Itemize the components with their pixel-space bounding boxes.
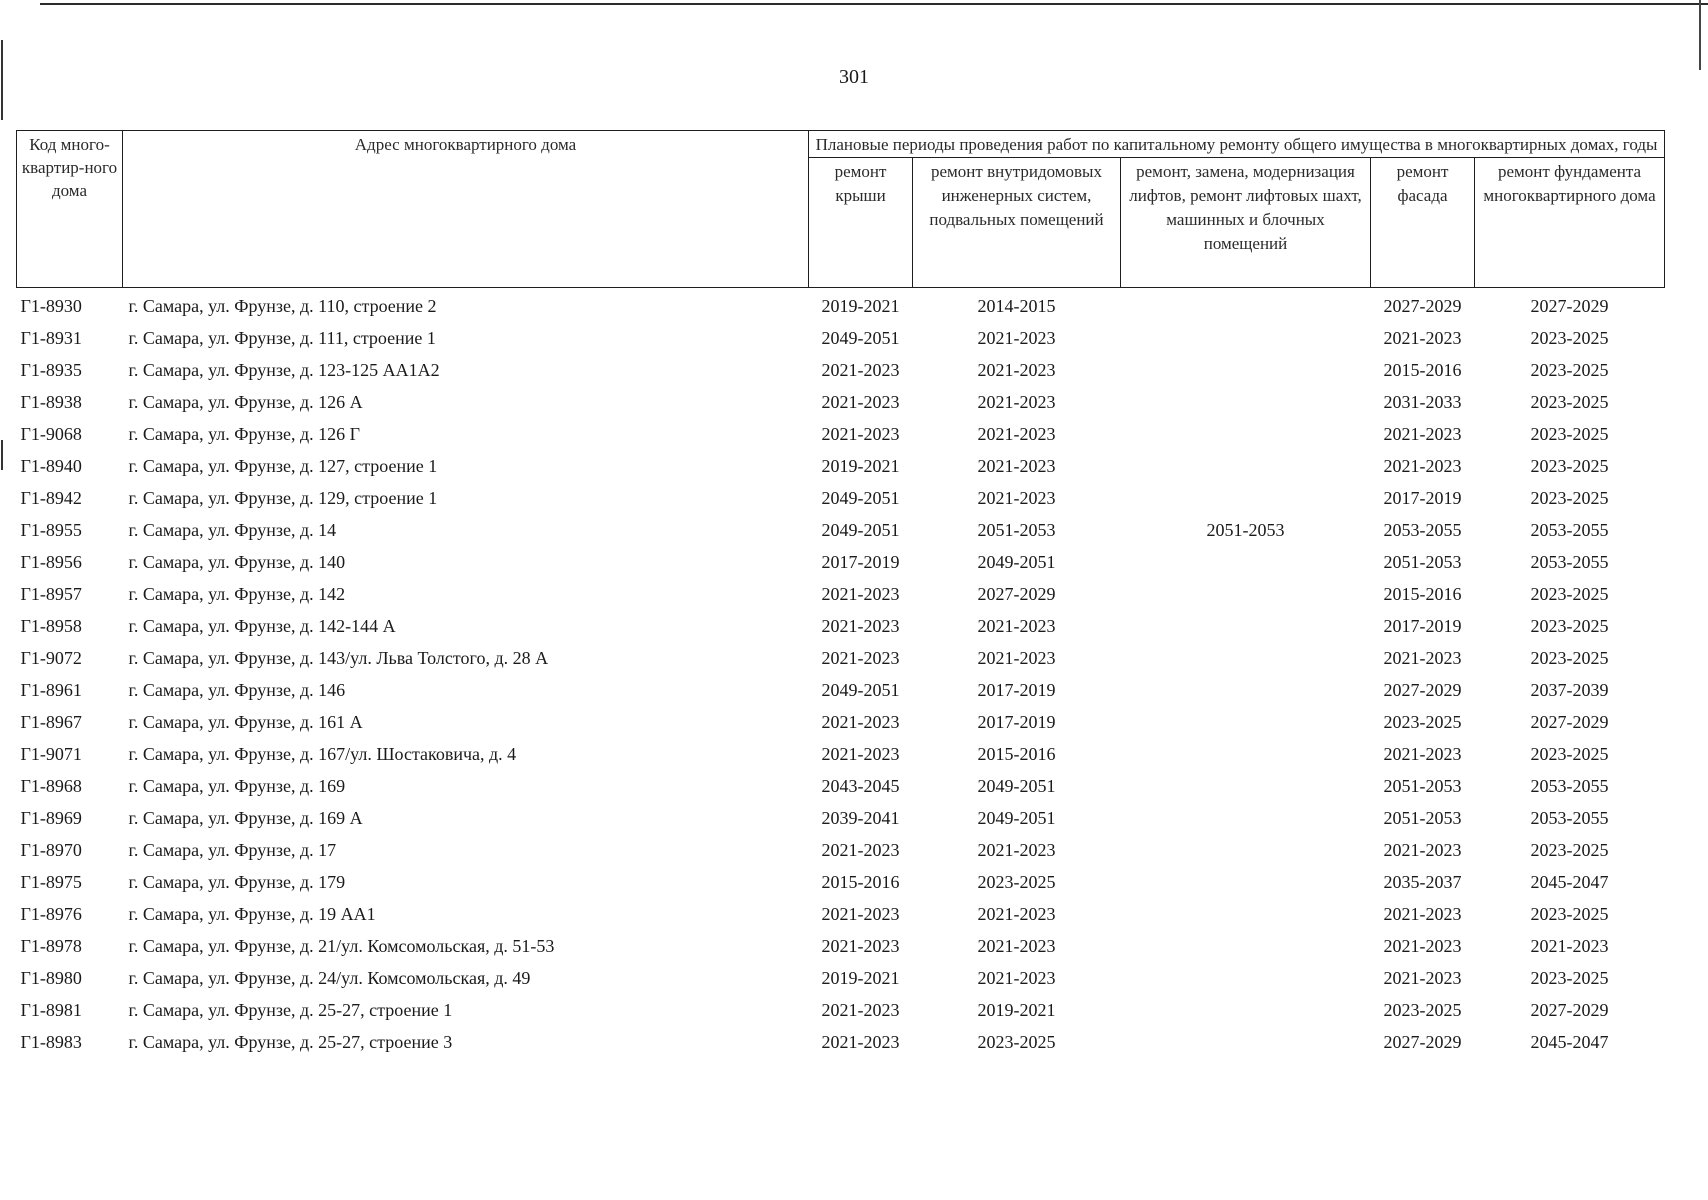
cell-address: г. Самара, ул. Фрунзе, д. 169 — [128, 776, 346, 796]
cell-facade-period: 2021-2023 — [1383, 648, 1462, 668]
cell-address: г. Самара, ул. Фрунзе, д. 127, строение 1 — [128, 456, 438, 476]
cell-lifts-period — [1121, 930, 1371, 962]
table-row — [17, 802, 1665, 834]
table-header — [17, 131, 1665, 288]
cell-address: г. Самара, ул. Фрунзе, д. 142 — [128, 584, 346, 604]
cell-facade-period: 2035-2037 — [1383, 872, 1462, 892]
cell-code: Г1-8961 — [20, 680, 82, 700]
header-planned-periods: Плановые периоды проведения работ по капитальному ремонту общего имущества в многоквартирных домах, годы — [809, 131, 1665, 158]
cell-lifts-period — [1121, 288, 1371, 323]
cell-foundation-period: 2053-2055 — [1530, 520, 1609, 540]
cell-foundation-period: 2021-2023 — [1530, 936, 1609, 956]
cell-systems-period: 2014-2015 — [977, 296, 1056, 316]
cell-facade-period: 2051-2053 — [1383, 552, 1462, 572]
cell-address: г. Самара, ул. Фрунзе, д. 24/ул. Комсомольская, д. 49 — [128, 968, 531, 988]
cell-foundation-period: 2027-2029 — [1530, 296, 1609, 316]
cell-systems-period: 2021-2023 — [977, 328, 1056, 348]
cell-foundation-period: 2045-2047 — [1530, 872, 1609, 892]
cell-facade-period: 2017-2019 — [1383, 488, 1462, 508]
cell-foundation-period: 2027-2029 — [1530, 1000, 1609, 1020]
table-row — [17, 642, 1665, 674]
cell-code: Г1-9072 — [20, 648, 82, 668]
cell-foundation-period: 2023-2025 — [1530, 744, 1609, 764]
cell-address: г. Самара, ул. Фрунзе, д. 167/ул. Шостаковича, д. 4 — [128, 744, 517, 764]
table-row — [17, 546, 1665, 578]
cell-systems-period: 2017-2019 — [977, 712, 1056, 732]
cell-facade-period: 2021-2023 — [1383, 968, 1462, 988]
cell-roof-period: 2039-2041 — [821, 808, 900, 828]
cell-foundation-period: 2023-2025 — [1530, 488, 1609, 508]
table-row — [17, 738, 1665, 770]
cell-foundation-period: 2023-2025 — [1530, 968, 1609, 988]
table-row — [17, 418, 1665, 450]
cell-code: Г1-8942 — [20, 488, 82, 508]
table-row — [17, 898, 1665, 930]
cell-facade-period: 2023-2025 — [1383, 1000, 1462, 1020]
cell-systems-period: 2021-2023 — [977, 936, 1056, 956]
cell-foundation-period: 2037-2039 — [1530, 680, 1609, 700]
cell-facade-period: 2015-2016 — [1383, 584, 1462, 604]
cell-facade-period: 2021-2023 — [1383, 424, 1462, 444]
table-row — [17, 834, 1665, 866]
cell-lifts-period — [1121, 866, 1371, 898]
cell-lifts-period — [1121, 578, 1371, 610]
cell-code: Г1-8980 — [20, 968, 82, 988]
cell-code: Г1-8958 — [20, 616, 82, 636]
cell-facade-period: 2031-2033 — [1383, 392, 1462, 412]
cell-systems-period: 2049-2051 — [977, 776, 1056, 796]
table-body — [17, 288, 1665, 1059]
table-row — [17, 578, 1665, 610]
cell-foundation-period: 2023-2025 — [1530, 456, 1609, 476]
cell-facade-period: 2027-2029 — [1383, 296, 1462, 316]
cell-address: г. Самара, ул. Фрунзе, д. 111, строение 1 — [128, 328, 436, 348]
cell-lifts-period — [1121, 770, 1371, 802]
cell-lifts-period — [1121, 450, 1371, 482]
table-row — [17, 354, 1665, 386]
cell-address: г. Самара, ул. Фрунзе, д. 169 А — [128, 808, 363, 828]
cell-lifts-period — [1121, 354, 1371, 386]
cell-facade-period: 2051-2053 — [1383, 776, 1462, 796]
table-row — [17, 610, 1665, 642]
cell-facade-period: 2021-2023 — [1383, 744, 1462, 764]
cell-code: Г1-8956 — [20, 552, 82, 572]
cell-code: Г1-9071 — [20, 744, 82, 764]
cell-code: Г1-8968 — [20, 776, 82, 796]
cell-facade-period: 2017-2019 — [1383, 616, 1462, 636]
repair-schedule-table — [16, 130, 1665, 1058]
cell-foundation-period: 2045-2047 — [1530, 1032, 1609, 1052]
cell-lifts-period — [1121, 1026, 1371, 1058]
cell-address: г. Самара, ул. Фрунзе, д. 21/ул. Комсомольская, д. 51-53 — [128, 936, 555, 956]
table-row — [17, 962, 1665, 994]
cell-roof-period: 2049-2051 — [821, 488, 900, 508]
cell-code: Г1-9068 — [20, 424, 82, 444]
cell-lifts-period — [1121, 962, 1371, 994]
cell-address: г. Самара, ул. Фрунзе, д. 126 А — [128, 392, 363, 412]
cell-foundation-period: 2053-2055 — [1530, 808, 1609, 828]
table-row — [17, 674, 1665, 706]
cell-systems-period: 2049-2051 — [977, 808, 1056, 828]
cell-roof-period: 2021-2023 — [821, 648, 900, 668]
cell-code: Г1-8975 — [20, 872, 82, 892]
cell-facade-period: 2015-2016 — [1383, 360, 1462, 380]
header-foundation-repair: ремонт фундамента многоквартирного дома — [1475, 158, 1665, 288]
cell-address: г. Самара, ул. Фрунзе, д. 140 — [128, 552, 346, 572]
cell-systems-period: 2049-2051 — [977, 552, 1056, 572]
left-scan-edge-mark — [1, 440, 3, 470]
cell-address: г. Самара, ул. Фрунзе, д. 25-27, строение 3 — [128, 1032, 453, 1052]
cell-facade-period: 2021-2023 — [1383, 456, 1462, 476]
cell-address: г. Самара, ул. Фрунзе, д. 19 АА1 — [128, 904, 376, 924]
cell-systems-period: 2023-2025 — [977, 1032, 1056, 1052]
cell-facade-period: 2021-2023 — [1383, 904, 1462, 924]
cell-code: Г1-8938 — [20, 392, 82, 412]
top-border-line — [40, 3, 1708, 5]
cell-roof-period: 2021-2023 — [821, 360, 900, 380]
cell-lifts-period — [1121, 674, 1371, 706]
cell-roof-period: 2021-2023 — [821, 616, 900, 636]
cell-code: Г1-8955 — [20, 520, 82, 540]
cell-systems-period: 2021-2023 — [977, 456, 1056, 476]
cell-systems-period: 2023-2025 — [977, 872, 1056, 892]
cell-facade-period: 2023-2025 — [1383, 712, 1462, 732]
cell-systems-period: 2021-2023 — [977, 968, 1056, 988]
cell-address: г. Самара, ул. Фрунзе, д. 14 — [128, 520, 337, 540]
cell-systems-period: 2021-2023 — [977, 840, 1056, 860]
cell-systems-period: 2019-2021 — [977, 1000, 1056, 1020]
table-row — [17, 930, 1665, 962]
cell-lifts-period — [1121, 322, 1371, 354]
cell-roof-period: 2015-2016 — [821, 872, 900, 892]
cell-roof-period: 2021-2023 — [821, 424, 900, 444]
cell-lifts-period — [1121, 642, 1371, 674]
cell-facade-period: 2021-2023 — [1383, 328, 1462, 348]
cell-code: Г1-8940 — [20, 456, 82, 476]
cell-lifts-period — [1121, 834, 1371, 866]
cell-code: Г1-8983 — [20, 1032, 82, 1052]
cell-systems-period: 2027-2029 — [977, 584, 1056, 604]
cell-systems-period: 2015-2016 — [977, 744, 1056, 764]
table-row — [17, 514, 1665, 546]
page-number: 301 — [839, 66, 869, 88]
cell-roof-period: 2021-2023 — [821, 744, 900, 764]
header-facade-repair: ремонт фасада — [1371, 158, 1475, 288]
cell-address: г. Самара, ул. Фрунзе, д. 25-27, строение 1 — [128, 1000, 453, 1020]
cell-lifts-period — [1121, 738, 1371, 770]
cell-code: Г1-8931 — [20, 328, 82, 348]
cell-code: Г1-8969 — [20, 808, 82, 828]
table-row — [17, 386, 1665, 418]
cell-facade-period: 2051-2053 — [1383, 808, 1462, 828]
cell-roof-period: 2021-2023 — [821, 392, 900, 412]
cell-address: г. Самара, ул. Фрунзе, д. 17 — [128, 840, 337, 860]
table-row — [17, 450, 1665, 482]
cell-lifts-period — [1121, 386, 1371, 418]
header-systems-repair: ремонт внутридомовых инженерных систем, подвальных помещений — [913, 158, 1121, 288]
header-address: Адрес многоквартирного дома — [123, 131, 809, 288]
cell-foundation-period: 2023-2025 — [1530, 392, 1609, 412]
cell-systems-period: 2021-2023 — [977, 392, 1056, 412]
cell-address: г. Самара, ул. Фрунзе, д. 146 — [128, 680, 346, 700]
cell-address: г. Самара, ул. Фрунзе, д. 126 Г — [128, 424, 361, 444]
table-row — [17, 994, 1665, 1026]
cell-roof-period: 2021-2023 — [821, 936, 900, 956]
cell-roof-period: 2019-2021 — [821, 296, 900, 316]
cell-address: г. Самара, ул. Фрунзе, д. 123-125 АА1А2 — [128, 360, 440, 380]
cell-roof-period: 2021-2023 — [821, 1000, 900, 1020]
cell-foundation-period: 2027-2029 — [1530, 712, 1609, 732]
cell-address: г. Самара, ул. Фрунзе, д. 129, строение 1 — [128, 488, 438, 508]
cell-roof-period: 2021-2023 — [821, 712, 900, 732]
cell-lifts-period — [1121, 994, 1371, 1026]
cell-roof-period: 2019-2021 — [821, 456, 900, 476]
cell-facade-period: 2021-2023 — [1383, 840, 1462, 860]
cell-lifts-period — [1121, 418, 1371, 450]
cell-roof-period: 2017-2019 — [821, 552, 900, 572]
table-row — [17, 706, 1665, 738]
table-row — [17, 288, 1665, 323]
cell-foundation-period: 2023-2025 — [1530, 904, 1609, 924]
cell-systems-period: 2021-2023 — [977, 488, 1056, 508]
header-code: Код много-квартир-ного дома — [17, 131, 123, 288]
cell-foundation-period: 2053-2055 — [1530, 552, 1609, 572]
cell-lifts-period — [1121, 482, 1371, 514]
table-row — [17, 770, 1665, 802]
cell-address: г. Самара, ул. Фрунзе, д. 161 А — [128, 712, 363, 732]
cell-systems-period: 2021-2023 — [977, 904, 1056, 924]
table-row — [17, 322, 1665, 354]
cell-code: Г1-8967 — [20, 712, 82, 732]
cell-lifts-period — [1121, 706, 1371, 738]
cell-systems-period: 2051-2053 — [977, 520, 1056, 540]
right-scan-edge — [1699, 0, 1701, 70]
cell-foundation-period: 2023-2025 — [1530, 840, 1609, 860]
cell-code: Г1-8978 — [20, 936, 82, 956]
cell-systems-period: 2021-2023 — [977, 360, 1056, 380]
cell-code: Г1-8981 — [20, 1000, 82, 1020]
cell-systems-period: 2021-2023 — [977, 616, 1056, 636]
cell-lifts-period — [1121, 546, 1371, 578]
cell-systems-period: 2021-2023 — [977, 648, 1056, 668]
cell-roof-period: 2021-2023 — [821, 840, 900, 860]
cell-roof-period: 2049-2051 — [821, 680, 900, 700]
cell-address: г. Самара, ул. Фрунзе, д. 142-144 А — [128, 616, 396, 636]
cell-address: г. Самара, ул. Фрунзе, д. 143/ул. Льва Толстого, д. 28 А — [128, 648, 549, 668]
cell-lifts-period — [1121, 898, 1371, 930]
cell-foundation-period: 2023-2025 — [1530, 648, 1609, 668]
cell-facade-period: 2053-2055 — [1383, 520, 1462, 540]
cell-code: Г1-8930 — [20, 296, 82, 316]
cell-roof-period: 2049-2051 — [821, 520, 900, 540]
cell-code: Г1-8970 — [20, 840, 82, 860]
cell-roof-period: 2021-2023 — [821, 1032, 900, 1052]
cell-foundation-period: 2023-2025 — [1530, 584, 1609, 604]
cell-roof-period: 2043-2045 — [821, 776, 900, 796]
cell-foundation-period: 2023-2025 — [1530, 328, 1609, 348]
cell-lifts-period — [1121, 610, 1371, 642]
header-lifts-repair: ремонт, замена, модернизация лифтов, ремонт лифтовых шахт, машинных и блочных помещений — [1121, 158, 1371, 288]
table-row — [17, 866, 1665, 898]
cell-roof-period: 2019-2021 — [821, 968, 900, 988]
cell-foundation-period: 2023-2025 — [1530, 616, 1609, 636]
cell-facade-period: 2021-2023 — [1383, 936, 1462, 956]
cell-foundation-period: 2053-2055 — [1530, 776, 1609, 796]
cell-code: Г1-8935 — [20, 360, 82, 380]
cell-foundation-period: 2023-2025 — [1530, 424, 1609, 444]
cell-roof-period: 2021-2023 — [821, 584, 900, 604]
cell-lifts-period: 2051-2053 — [1206, 520, 1285, 540]
cell-address: г. Самара, ул. Фрунзе, д. 179 — [128, 872, 346, 892]
cell-address: г. Самара, ул. Фрунзе, д. 110, строение 2 — [128, 296, 437, 316]
header-roof-repair: ремонт крыши — [809, 158, 913, 288]
cell-systems-period: 2021-2023 — [977, 424, 1056, 444]
cell-foundation-period: 2023-2025 — [1530, 360, 1609, 380]
cell-code: Г1-8957 — [20, 584, 82, 604]
cell-roof-period: 2049-2051 — [821, 328, 900, 348]
table-row — [17, 1026, 1665, 1058]
table-row — [17, 482, 1665, 514]
cell-facade-period: 2027-2029 — [1383, 680, 1462, 700]
cell-facade-period: 2027-2029 — [1383, 1032, 1462, 1052]
cell-lifts-period — [1121, 802, 1371, 834]
cell-code: Г1-8976 — [20, 904, 82, 924]
cell-roof-period: 2021-2023 — [821, 904, 900, 924]
cell-systems-period: 2017-2019 — [977, 680, 1056, 700]
